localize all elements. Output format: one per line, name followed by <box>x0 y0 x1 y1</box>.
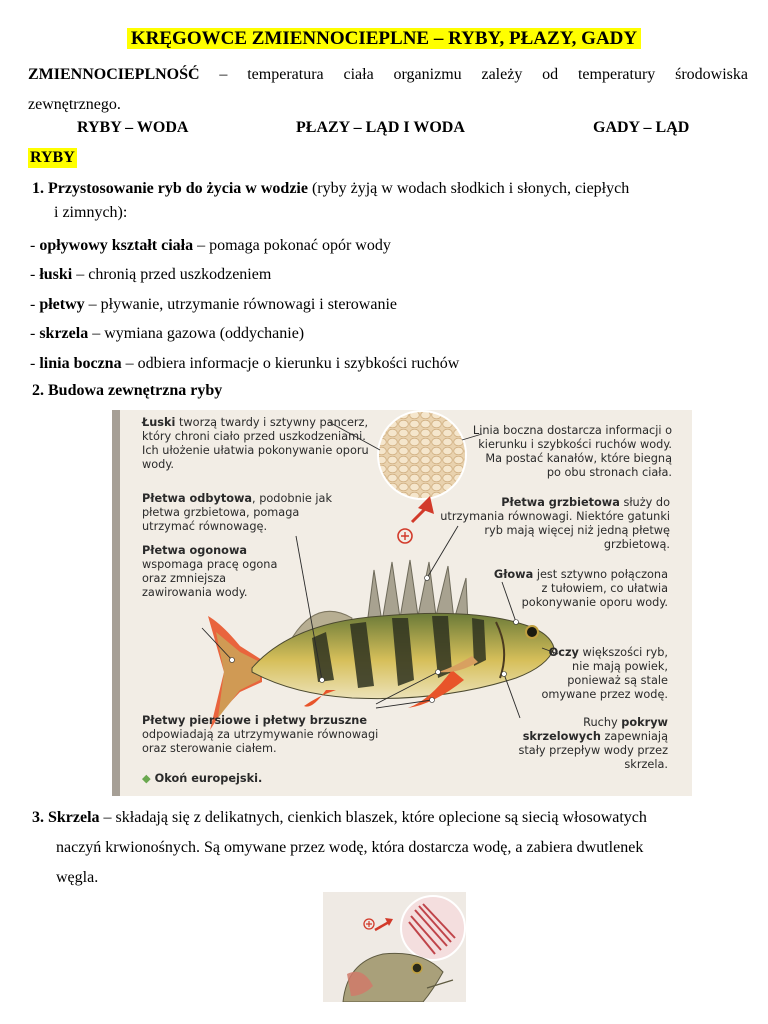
group-amphibians: PŁAZY – LĄD I WODA <box>296 119 465 136</box>
bullet-desc: – odbiera informacje o kierunku i szybkości ruchów <box>125 355 460 372</box>
label-tail-fin-text: wspomaga pracę ogona oraz zmniejsza zawirowania wody. <box>142 558 278 599</box>
bullet-desc: – pływanie, utrzymanie równowagi i sterowanie <box>88 296 398 313</box>
caption-diamond-icon: ◆ <box>142 772 151 785</box>
fish-eye-small <box>412 963 422 973</box>
bullet-term: płetwy <box>39 296 85 313</box>
label-gill-covers-pre: Ruchy <box>583 716 618 729</box>
bullet-term: opływowy kształt ciała <box>39 237 194 254</box>
definition-word: temperatura <box>247 66 324 83</box>
document-title-text: KRĘGOWCE ZMIENNOCIEPLNE – RYBY, PŁAZY, GADY <box>127 28 641 49</box>
point-1-bold: Przystosowanie ryb do życia w wodzie <box>48 180 308 197</box>
label-dorsal-fin <box>440 496 670 552</box>
bullet-item: - łuski – chronią przed uszkodzeniem <box>30 266 272 283</box>
label-anal-fin-bold: Płetwa odbytowa <box>142 492 253 505</box>
point-2-text: Budowa zewnętrzna ryby <box>48 382 223 399</box>
bullet-item: - płetwy – pływanie, utrzymanie równowagi i sterowanie <box>30 296 398 313</box>
definition-line-2: zewnętrznego. <box>28 96 121 113</box>
bullet-term: linia boczna <box>39 355 122 372</box>
definition-word: zależy <box>481 66 523 83</box>
label-tail-fin-bold: Płetwa ogonowa <box>142 544 247 557</box>
fish-anatomy-figure <box>112 410 692 796</box>
definition-word: – <box>219 66 228 83</box>
group-fish: RYBY – WODA <box>77 119 189 136</box>
definition-word: od <box>542 66 559 83</box>
bullet-term: łuski <box>39 266 73 283</box>
label-anal-fin <box>142 492 332 534</box>
label-eyes <box>538 646 668 702</box>
definition-term: ZMIENNOCIEPLNOŚĆ <box>28 66 200 83</box>
definition-word: organizmu <box>393 66 462 83</box>
point-1-rest: (ryby żyją w wodach słodkich i słonych, ciepłych <box>311 180 630 197</box>
definition-word: ciała <box>343 66 374 83</box>
point-3-line-1 <box>32 803 748 833</box>
label-tail-fin <box>142 544 282 600</box>
bullet-desc: – wymiana gazowa (oddychanie) <box>92 325 305 342</box>
label-scales-bold: Łuski <box>142 416 176 429</box>
label-lateral-line <box>472 424 672 480</box>
figure-caption-text: Okoń europejski. <box>154 772 263 785</box>
gills-illustration <box>323 892 466 1002</box>
definition-paragraph <box>28 60 748 120</box>
point-2-heading <box>32 381 222 401</box>
label-head-bold: Głowa <box>493 568 534 581</box>
fish-eye <box>526 626 538 638</box>
label-gill-covers <box>508 716 668 772</box>
point-3-bold: Skrzela <box>48 809 100 826</box>
definition-word: temperatury <box>577 66 656 83</box>
definition-word: środowiska <box>675 66 748 83</box>
zoom-plus-sign <box>401 532 409 540</box>
point-2-number: 2. <box>32 382 44 399</box>
bullet-item: - skrzela – wymiana gazowa (oddychanie) <box>30 325 305 342</box>
label-lateral-line-text: Linia boczna dostarcza informacji o kierunku i szybkości ruchów wody. Ma postać kanałów, które biegną po obu stronach ciała. <box>472 424 672 479</box>
definition-line-1 <box>28 60 748 90</box>
photo-edge <box>112 410 120 796</box>
point-3-line-3: węgla. <box>56 869 99 886</box>
label-pectoral-fins-text: odpowiadają za utrzymywanie równowagi oraz sterowanie ciałem. <box>142 728 379 755</box>
label-pectoral-fins-bold: Płetwy piersiowe i płetwy brzuszne <box>142 714 368 727</box>
bullet-item: - opływowy kształt ciała – pomaga pokonać opór wody <box>30 237 391 254</box>
scales-magnifier <box>378 411 466 499</box>
point-3-number: 3. <box>32 809 44 826</box>
group-reptiles: GADY – LĄD <box>593 119 690 136</box>
label-eyes-bold: Oczy <box>548 646 579 659</box>
label-scales <box>142 416 372 472</box>
bullet-desc: – chronią przed uszkodzeniem <box>76 266 272 283</box>
figure-caption <box>142 772 342 786</box>
label-anal-fin-text: , podobnie jak płetwa grzbietowa, pomaga utrzymać równowagę. <box>142 492 333 533</box>
label-gill-covers-text: zapewniają stały przepływ wody przez skrzela. <box>518 730 668 771</box>
bullet-item: - linia boczna – odbiera informacje o kierunku i szybkości ruchów <box>30 355 460 372</box>
document-title <box>0 27 768 51</box>
label-head-text: jest sztywno połączona z tułowiem, co ułatwia pokonywanie oporu wody. <box>521 568 668 609</box>
point-1-line-1 <box>32 177 744 201</box>
section-heading-fish: RYBY <box>30 149 75 166</box>
point-1-line-2: i zimnych): <box>54 204 128 221</box>
bullet-term: skrzela <box>39 325 89 342</box>
point-3-text: – składają się z delikatnych, cienkich blaszek, które oplecione są siecią włosowatych <box>103 809 647 826</box>
label-eyes-text: większości ryb, nie mają powiek, ponieważ są stale omywane przez wodę. <box>541 646 668 701</box>
label-dorsal-fin-bold: Płetwa grzbietowa <box>501 496 620 509</box>
label-head <box>492 568 668 610</box>
label-pectoral-fins <box>142 714 392 756</box>
label-gill-covers-bold: pokryw skrzelowych <box>522 716 668 743</box>
point-3 <box>32 803 748 893</box>
point-1-number: 1. <box>32 180 44 197</box>
label-dorsal-fin-text: służy do utrzymania równowagi. Niektóre gatunki ryb mają więcej niż jedną płetwę grzbietową. <box>440 496 670 551</box>
gills-figure <box>323 892 466 1002</box>
bullet-desc: – pomaga pokonać opór wody <box>197 237 391 254</box>
label-scales-text: tworzą twardy i sztywny pancerz, który chroni ciało przed uszkodzeniami. Ich ułożenie ułatwia pokonywanie oporu wody. <box>142 416 369 471</box>
point-3-line-2: naczyń krwionośnych. Są omywane przez wodę, która dostarcza wodę, a zabiera dwutlenek <box>56 839 644 856</box>
point-1 <box>32 177 744 225</box>
